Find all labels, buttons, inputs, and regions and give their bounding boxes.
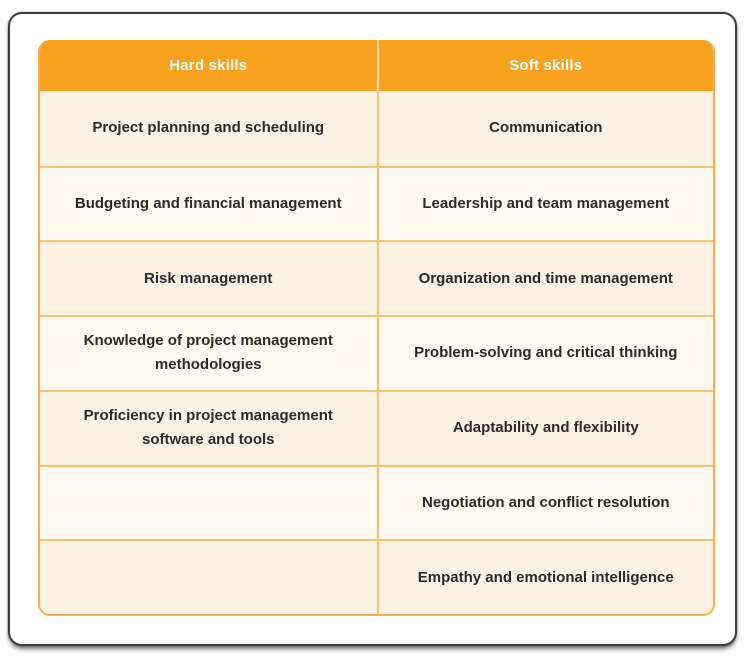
header-cell-hard-skills: Hard skills (40, 40, 377, 91)
cell-hard-skill: Budgeting and financial management (40, 166, 377, 241)
skills-comparison-table (38, 40, 715, 616)
cell-soft-skill: Problem-solving and critical thinking (377, 315, 714, 390)
cell-soft-skill: Empathy and emotional intelligence (377, 539, 714, 614)
cell-soft-skill: Negotiation and conflict resolution (377, 465, 714, 540)
infographic-card (8, 12, 737, 646)
cell-hard-skill: Project planning and scheduling (40, 91, 377, 166)
cell-hard-skill-empty (40, 539, 377, 614)
cell-hard-skill: Risk management (40, 240, 377, 315)
header-cell-soft-skills: Soft skills (377, 40, 714, 91)
cell-hard-skill: Knowledge of project management methodologies (40, 315, 377, 390)
cell-soft-skill: Leadership and team management (377, 166, 714, 241)
cell-soft-skill: Communication (377, 91, 714, 166)
cell-soft-skill: Adaptability and flexibility (377, 390, 714, 465)
cell-hard-skill: Proficiency in project management software and tools (40, 390, 377, 465)
cell-soft-skill: Organization and time management (377, 240, 714, 315)
cell-hard-skill-empty (40, 465, 377, 540)
